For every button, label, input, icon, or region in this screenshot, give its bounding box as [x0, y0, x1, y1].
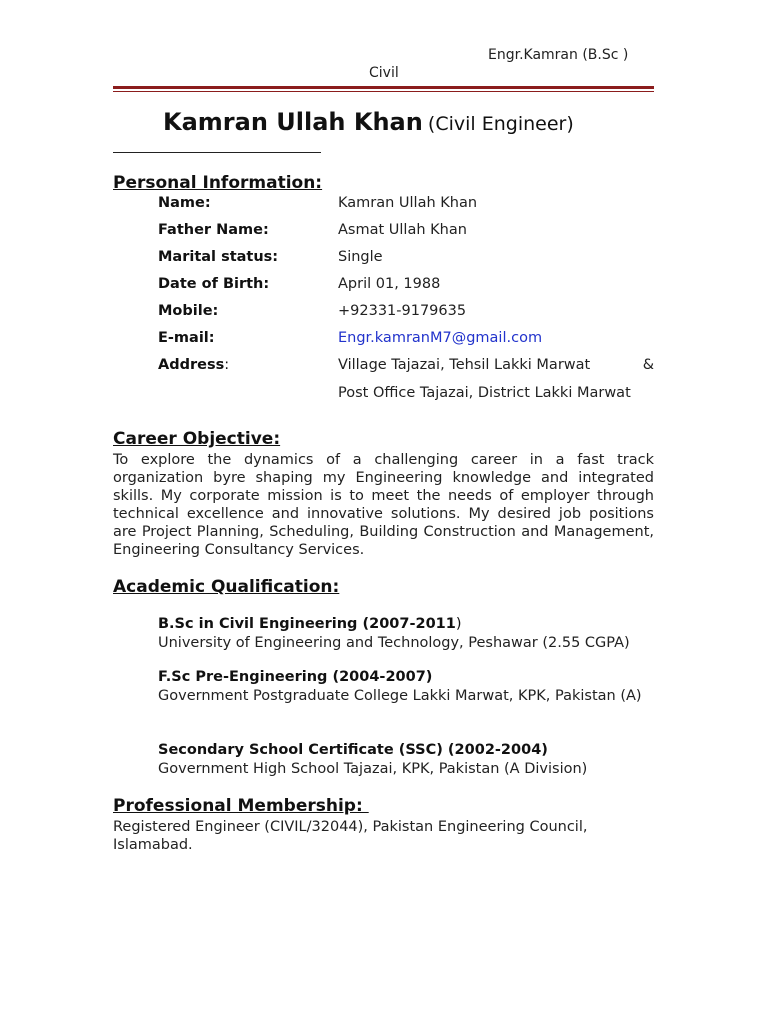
- label-address-text: Address: [158, 357, 225, 373]
- qualification-institution: University of Engineering and Technology, Peshawar (2.55 CGPA): [158, 635, 630, 651]
- qualification-institution: Government High School Tajazai, KPK, Pakistan (A Division): [158, 761, 588, 777]
- value-name: Kamran Ullah Khan: [338, 195, 478, 211]
- qualification-title: F.Sc Pre-Engineering (2004-2007): [158, 669, 433, 685]
- membership-text: Registered Engineer (CIVIL/32044), Pakistan Engineering Council, Islamabad.: [113, 819, 588, 853]
- email-link[interactable]: Engr.kamranM7@gmail.com: [338, 330, 543, 346]
- value-date-of-birth: April 01, 1988: [338, 276, 441, 292]
- label-address: [158, 357, 229, 373]
- candidate-role: (Civil Engineer): [427, 113, 574, 135]
- value-mobile: +92331-9179635: [338, 303, 467, 319]
- label-father-name: Father Name:: [158, 222, 269, 238]
- qualification-title: [158, 616, 462, 632]
- label-date-of-birth: Date of Birth:: [158, 276, 270, 292]
- section-heading-membership: Professional Membership:: [113, 796, 369, 816]
- page-header-line2: Civil: [369, 65, 399, 81]
- qualification-title: Secondary School Certificate (SSC) (2002-2004): [158, 742, 548, 758]
- section-heading-personal: Personal Information:: [113, 173, 323, 193]
- label-address-colon: :: [224, 357, 230, 373]
- label-marital-status: Marital status:: [158, 249, 279, 265]
- value-address-line2: Post Office Tajazai, District Lakki Marwat: [338, 385, 631, 401]
- page-title: [163, 108, 574, 136]
- section-heading-academic: Academic Qualification:: [113, 577, 340, 597]
- address-ampersand: &: [642, 357, 654, 373]
- label-email: E-mail:: [158, 330, 215, 346]
- section-heading-career: Career Objective:: [113, 429, 281, 449]
- title-divider: [113, 152, 321, 153]
- label-mobile: Mobile:: [158, 303, 219, 319]
- header-rule-thick: [113, 86, 654, 89]
- address-line1-text: Village Tajazai, Tehsil Lakki Marwat: [338, 357, 591, 373]
- qualification-title-text: B.Sc in Civil Engineering (2007-2011: [158, 616, 456, 632]
- value-address-line1: [338, 357, 654, 373]
- label-name: Name:: [158, 195, 211, 211]
- career-objective-text: To explore the dynamics of a challenging career in a fast track organization byre shaping my Engineering knowledge and integrated skills. My corporate mission is to meet the needs of employer through technical excellence and innovative solutions. My desired job positions are Project Planning, Scheduling, Building Construction and Management, Engineering Consultancy Services.: [113, 452, 654, 558]
- qualification-title-paren: ): [455, 616, 462, 632]
- candidate-name: Kamran Ullah Khan: [163, 108, 423, 136]
- value-father-name: Asmat Ullah Khan: [338, 222, 467, 238]
- header-rule-thin: [113, 91, 654, 92]
- page-header-line1: Engr.Kamran (B.Sc ): [488, 47, 629, 63]
- value-marital-status: Single: [338, 249, 383, 265]
- qualification-institution: Government Postgraduate College Lakki Marwat, KPK, Pakistan (A): [158, 688, 642, 704]
